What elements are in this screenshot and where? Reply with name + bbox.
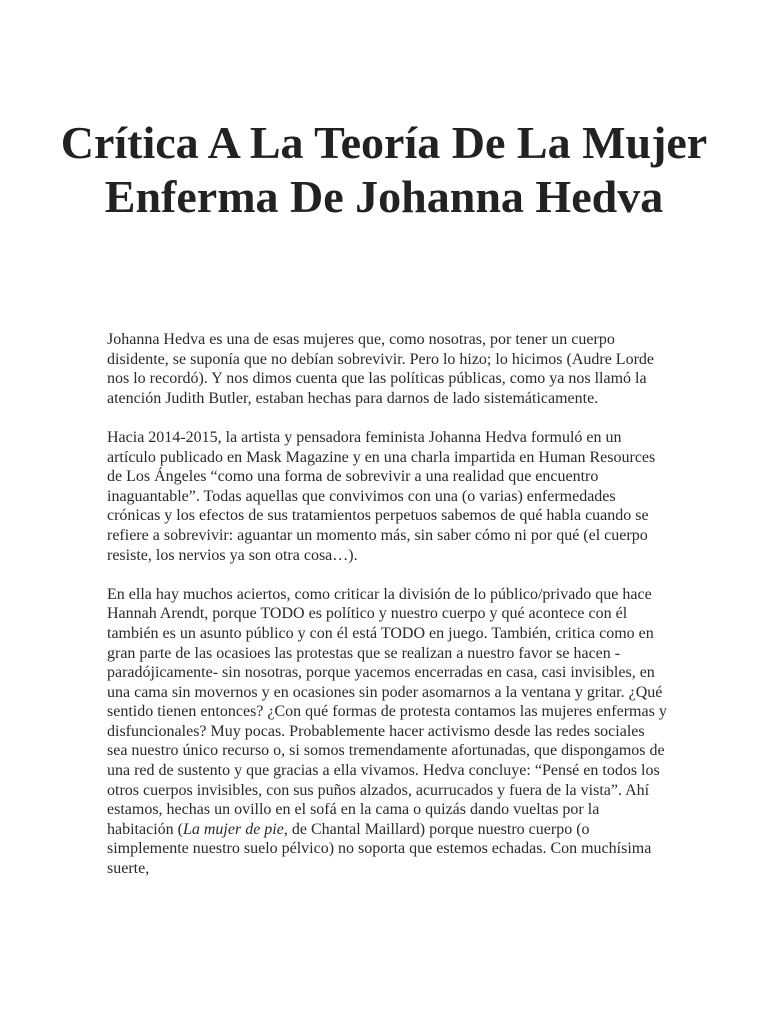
paragraph-3-text-before: En ella hay muchos aciertos, como criticar la división de lo público/privado que hace Hannah Arendt, porque TODO es político y nuestro cuerpo y qué acontece con él también es un asunto público y con él está TODO en juego. También, critica como en gran parte de las ocasioes las protestas que se realizan a nuestro favor se hacen -paradójicamente- sin nosotras, porque yacemos encerradas en casa, casi invisibles, en una cama sin movernos y en ocasiones sin poder asomarnos a la ventana y gritar. ¿Qué sentido tienen entonces? ¿Con qué formas de protesta contamos las mujeres enfermas y disfuncionales? Muy pocas. Probablemente hacer activismo desde las redes sociales sea nuestro único recurso o, si somos tremendamente afortunadas, que dispongamos de una red de sustento y que gracias a ella vivamos. Hedva concluye: “Pensé en todos los otros cuerpos invisibles, con sus puños alzados, acurrucados y fuera de la vista”. Ahí estamos, hechas un ovillo en el sofá en la cama o quizás dando vueltas por la habitación (	[107, 585, 667, 838]
document-title: Crítica A La Teoría De La Mujer Enferma De Johanna Hedva	[60, 117, 708, 222]
paragraph-3-text-after: , de Chantal Maillard) porque nuestro cuerpo (o simplemente nuestro suelo pélvico) no soporta que estemos echadas. Con muchísima suerte,	[107, 820, 652, 878]
document-body	[107, 330, 667, 898]
book-title-italic: La mujer de pie	[182, 820, 284, 838]
paragraph-2: Hacia 2014-2015, la artista y pensadora feminista Johanna Hedva formuló en un artículo publicado en Mask Magazine y en una charla impartida en Human Resources de Los Ángeles “como una forma de sobrevivir a una realidad que encuentro inaguantable”. Todas aquellas que convivimos con una (o varias) enfermedades crónicas y los efectos de sus tratamientos perpetuos sabemos de qué habla cuando se refiere a sobrevivir: aguantar un momento más, sin saber cómo ni por qué (el cuerpo resiste, los nervios ya son otra cosa…).	[107, 428, 656, 564]
paragraph-1: Johanna Hedva es una de esas mujeres que, como nosotras, por tener un cuerpo disidente, se suponía que no debían sobrevivir. Pero lo hizo; lo hicimos (Audre Lorde nos lo recordó). Y nos dimos cuenta que las políticas públicas, como ya nos llamó la atención Judith Butler, estaban hechas para darnos de lado sistemáticamente.	[107, 331, 654, 407]
paragraph-3	[107, 585, 667, 879]
